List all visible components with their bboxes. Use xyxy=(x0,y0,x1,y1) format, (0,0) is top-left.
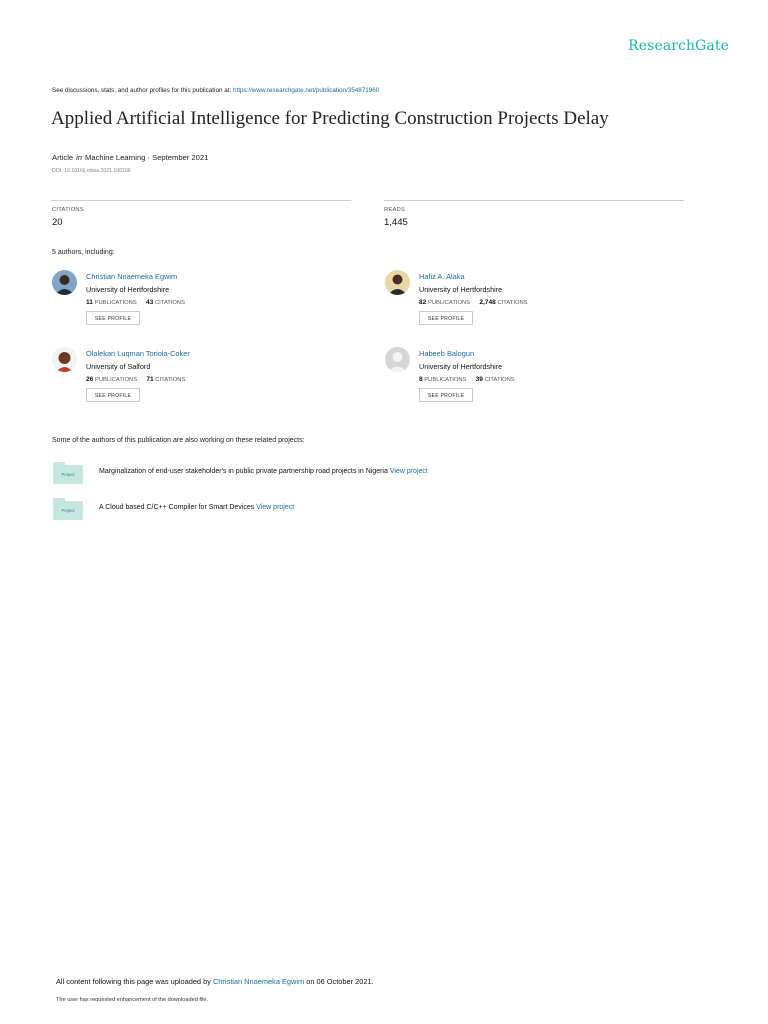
in-word: in xyxy=(76,153,83,162)
citations-value: 20 xyxy=(52,217,63,228)
author-affiliation: University of Salford xyxy=(86,362,151,371)
publications-count: 8 xyxy=(419,376,423,383)
author-name[interactable]: Olalekan Luqman Toriola-Coker xyxy=(86,349,190,358)
project-title: A Cloud based C/C++ Compiler for Smart Devices xyxy=(99,504,255,511)
publication-link[interactable]: https://www.researchgate.net/publication/354871960 xyxy=(232,87,380,94)
citations-label: CITATIONS xyxy=(484,377,515,383)
author-stats xyxy=(86,376,185,383)
citations-count: 43 xyxy=(145,299,154,306)
author-card xyxy=(52,347,312,413)
citations-label: CITATIONS xyxy=(497,300,528,306)
see-profile-button[interactable]: SEE PROFILE xyxy=(419,388,473,402)
citations-count: 39 xyxy=(475,376,483,383)
avatar[interactable] xyxy=(385,270,410,295)
publications-count: 11 xyxy=(86,299,93,306)
citations-count: 71 xyxy=(146,376,154,383)
upload-note xyxy=(56,977,374,986)
discussion-line xyxy=(52,87,379,94)
researchgate-logo[interactable]: ResearchGate xyxy=(628,38,729,54)
authors-heading: 5 authors, including: xyxy=(52,249,115,256)
publications-label: PUBLICATIONS xyxy=(94,300,137,306)
author-affiliation: University of Hertfordshire xyxy=(419,362,503,371)
project-icon-label: Project xyxy=(53,501,83,520)
see-profile-button[interactable]: SEE PROFILE xyxy=(86,311,140,325)
doi[interactable]: DOI: 10.1016/j.mlwa.2021.100166 xyxy=(52,168,131,174)
project-folder-icon xyxy=(53,498,83,520)
upload-suffix: on 06 October 2021. xyxy=(306,977,374,986)
author-name[interactable]: Hafiz A. Alaka xyxy=(419,272,465,281)
project-icon-label: Project xyxy=(53,465,83,484)
project-text xyxy=(99,504,294,511)
author-name[interactable]: Christian Nnaemeka Egwim xyxy=(86,272,178,281)
citations-label: CITATIONS xyxy=(155,377,186,383)
article-meta xyxy=(52,153,208,162)
avatar[interactable] xyxy=(385,347,410,372)
publications-count: 26 xyxy=(86,376,94,383)
publications-label: PUBLICATIONS xyxy=(427,300,471,306)
author-affiliation: University of Hertfordshire xyxy=(86,285,170,294)
author-name[interactable]: Habeeb Balogun xyxy=(419,349,475,358)
project-item xyxy=(53,498,673,522)
avatar[interactable] xyxy=(52,270,77,295)
venue-date: Machine Learning · September 2021 xyxy=(85,153,209,162)
divider-reads xyxy=(384,200,684,201)
project-text xyxy=(99,468,428,475)
author-stats xyxy=(86,299,185,306)
reads-value: 1,445 xyxy=(384,217,408,228)
author-card xyxy=(52,270,312,336)
publications-count: 82 xyxy=(419,299,427,306)
project-folder-icon xyxy=(53,462,83,484)
publications-label: PUBLICATIONS xyxy=(94,377,138,383)
divider-citations xyxy=(51,200,351,201)
view-project-link[interactable]: View project xyxy=(389,468,428,475)
discussion-prefix: See discussions, stats, and author profiles for this publication at: xyxy=(52,87,232,94)
project-title: Marginalization of end-user stakeholder's in public private partnership road projects in Nigeria xyxy=(99,468,388,475)
citations-label: CITATIONS xyxy=(154,300,185,306)
reads-label: READS xyxy=(384,207,405,213)
enhancement-note: The user has requested enhancement of the downloaded file. xyxy=(56,997,209,1003)
citations-label: CITATIONS xyxy=(52,207,84,213)
avatar[interactable] xyxy=(52,347,77,372)
see-profile-button[interactable]: SEE PROFILE xyxy=(86,388,140,402)
article-title: Applied Artificial Intelligence for Predicting Construction Projects Delay xyxy=(51,108,609,129)
author-stats xyxy=(419,299,528,306)
article-type: Article xyxy=(52,153,74,162)
citations-count: 2,748 xyxy=(479,299,496,306)
upload-prefix: All content following this page was uploaded by xyxy=(56,977,211,986)
view-project-link[interactable]: View project xyxy=(256,504,295,511)
author-card xyxy=(385,270,645,336)
author-stats xyxy=(419,376,515,383)
related-projects-heading: Some of the authors of this publication are also working on these related projects: xyxy=(52,437,305,444)
uploader-link[interactable]: Christian Nnaemeka Egwim xyxy=(212,977,305,986)
publications-label: PUBLICATIONS xyxy=(424,377,467,383)
author-card xyxy=(385,347,645,413)
see-profile-button[interactable]: SEE PROFILE xyxy=(419,311,473,325)
project-item xyxy=(53,462,673,486)
author-affiliation: University of Hertfordshire xyxy=(419,285,503,294)
